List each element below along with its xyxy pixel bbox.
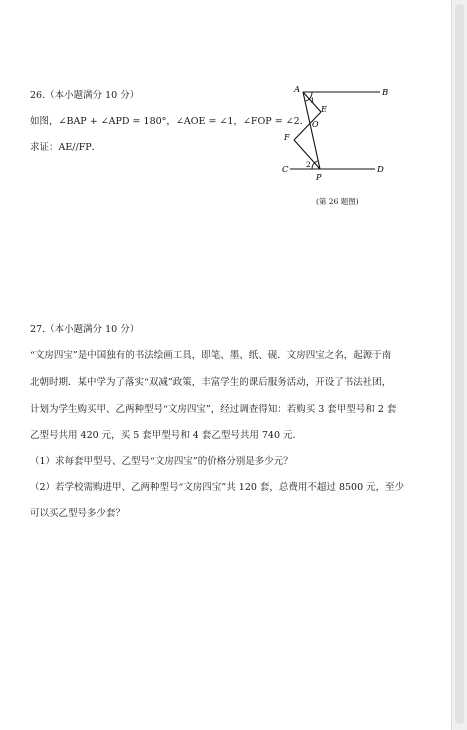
q26-prove: 求证：AE//FP．	[30, 142, 102, 153]
point-f-label: F	[284, 133, 290, 142]
q27-intro-line-1: “文房四宝”是中国独有的书法绘画工具，即笔、墨、纸、砚．文房四宝之名，起源于南	[30, 350, 392, 361]
point-p-label: P	[316, 173, 322, 182]
vertical-scrollbar[interactable]	[451, 0, 467, 730]
point-d-label: D	[377, 165, 384, 175]
q27-part1: （1）求每套甲型号、乙型号“文房四宝”的价格分别是多少元？	[30, 456, 293, 467]
point-c-label: C	[282, 165, 289, 175]
point-a-label: A	[294, 85, 301, 95]
point-o-label: O	[312, 120, 319, 129]
angle-1-label: 1	[310, 96, 315, 105]
angle-2-label: 2	[306, 160, 311, 169]
q26-figure-caption: (第 26 题图)	[316, 197, 359, 206]
q26-geometry-figure	[282, 82, 392, 194]
q26-header: 26.（本小题满分 10 分）	[30, 90, 140, 101]
q27-header: 27.（本小题满分 10 分）	[30, 324, 140, 335]
point-e-label: E	[321, 105, 327, 114]
q27-part2-line-1: （2）若学校需购进甲、乙两种型号“文房四宝”共 120 套，总费用不超过 8500 元，至少	[30, 482, 405, 493]
q27-part2-line-2: 可以买乙型号多少套？	[30, 508, 126, 519]
q26-given: 如图，∠BAP + ∠APD = 180°，∠AOE = ∠1，∠FOP = ∠2．	[30, 116, 310, 127]
q27-intro-line-4: 乙型号共用 420 元，买 5 套甲型号和 4 套乙型号共用 740 元．	[30, 430, 303, 441]
q27-intro-line-2: 北朝时期．某中学为了落实“双减”政策，丰富学生的课后服务活动，开设了书法社团，	[30, 377, 392, 388]
point-b-label: B	[382, 88, 389, 98]
scrollbar-thumb[interactable]	[455, 4, 464, 724]
q27-intro-line-3: 计划为学生购买甲、乙两种型号“文房四宝”，经过调查得知：若购买 3 套甲型号和 2 套	[30, 404, 397, 415]
